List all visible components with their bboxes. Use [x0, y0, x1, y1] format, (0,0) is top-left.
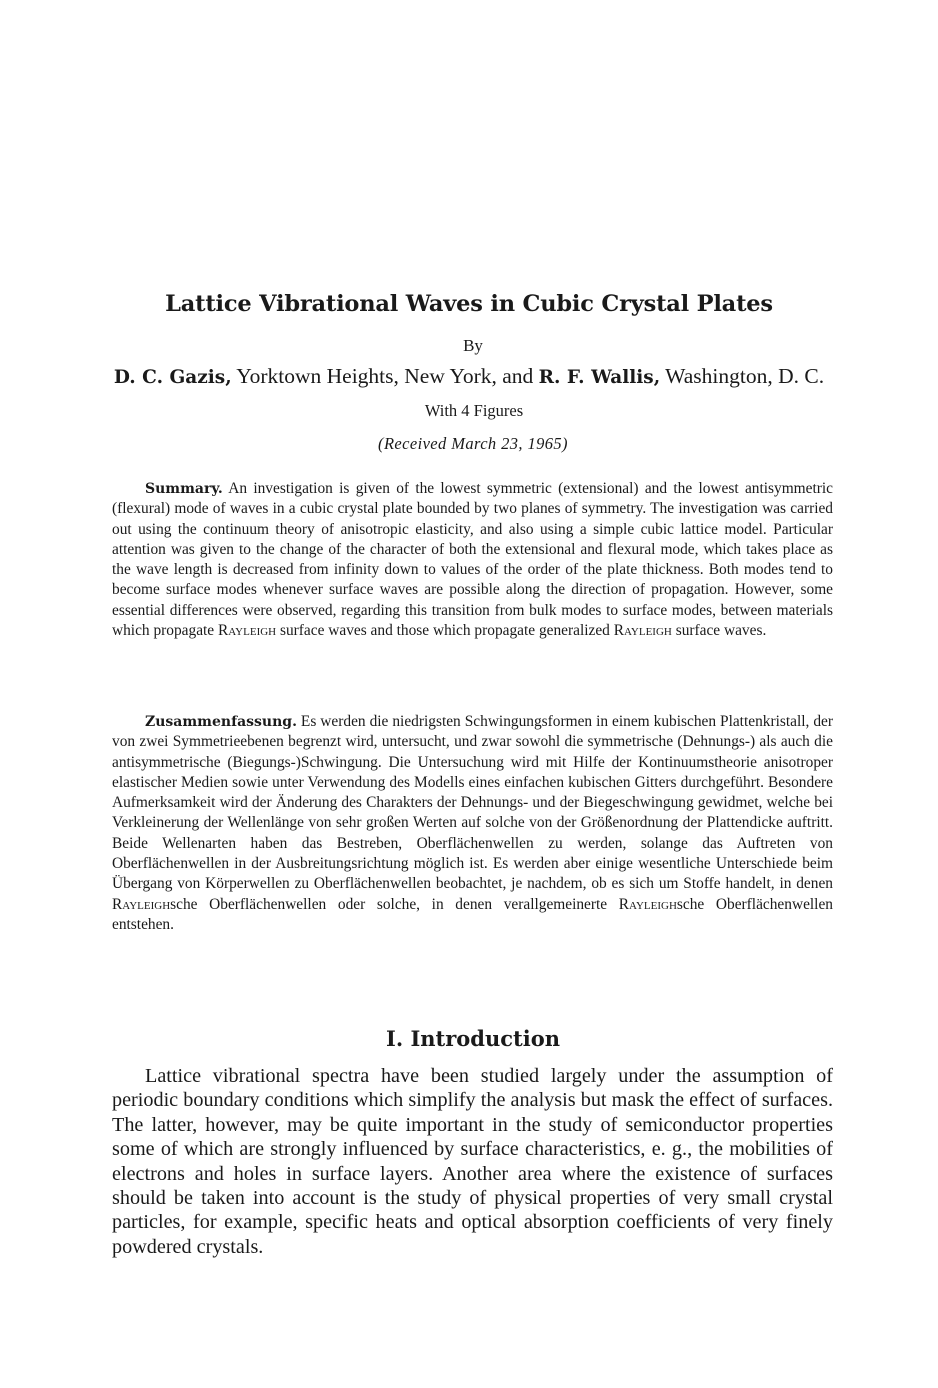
- zusammenfassung-name-2: Rayleigh: [618, 895, 677, 913]
- zusammenfassung-text-1: Es werden die niedrigsten Schwingungsformen in einem kubischen Plattenkristall, der von zwei Symmetrieebenen begrenzt wird, untersucht, und zwar sowohl die symmetrische (Dehnungs-) als auch die antisymmetrische (Biegungs-)Schwingung. Die Untersuchung wird mit Hilfe der Kontinuumstheorie anisotroper elastischer Medien sowie unter Verwendung des Modells eines einfachen kubischen Gitters durchgeführt. Besondere Aufmerksamkeit wird der Änderung des Charakters der Dehnungs- und der Biegeschwingung gewidmet, welche bei Verkleinerung der Wellenlänge von sehr großen Werten auf solche von der Größenordnung der Plattendicke auftritt. Beide Wellenarten haben das Bestreben, Oberflächenwellen zu werden, solange das Auftreten von Oberflächenwellen in der Ausbreitungsrichtung möglich ist. Es werden aber einige wesentliche Unterschiede beim Übergang von Körperwellen zu Oberflächenwellen beobachtet, je nachdem, ob es sich um Stoffe handelt, in denen: [112, 713, 833, 893]
- summary-label: Summary.: [145, 481, 223, 497]
- zusammenfassung-name-1: Rayleigh: [112, 895, 171, 913]
- zusammenfassung-abstract: [112, 712, 833, 935]
- author-2-name: R. F. Wallis,: [538, 367, 661, 388]
- introduction-paragraph: Lattice vibrational spectra have been studied largely under the assumption of periodic boundary conditions which simplify the analysis but mask the effect of surfaces. The latter, however, may be quite important in the study of semiconductor properties some of which are strongly influenced by surface characteristics, e. g., the mobilities of electrons and holes in surface layers. Another area where the existence of surfaces should be taken into account is the study of physical properties of very small crystal particles, for example, specific heats and optical absorption coefficients of very finely powdered crystals.: [112, 1065, 833, 1258]
- author-line: [0, 364, 938, 389]
- summary-name-2: Rayleigh: [613, 622, 672, 640]
- received-date: (Received March 23, 1965): [378, 434, 568, 453]
- author-1-name: D. C. Gazis,: [113, 367, 232, 388]
- summary-name-1: Rayleigh: [217, 622, 277, 640]
- summary-text-3: surface waves.: [671, 622, 767, 640]
- article-title: Lattice Vibrational Waves in Cubic Crystal Plates: [165, 291, 773, 317]
- zusammenfassung-paragraph: [112, 712, 833, 935]
- section-heading-introduction: I. Introduction: [386, 1026, 560, 1051]
- zusammenfassung-label: Zusammenfassung.: [145, 714, 297, 730]
- figures-note: With 4 Figures: [424, 401, 524, 420]
- author-2-location: Washington, D. C.: [660, 364, 825, 388]
- zusammenfassung-text-2: sche Oberflächenwellen oder solche, in denen verallgemeinerte: [170, 895, 619, 913]
- by-line: By: [463, 336, 483, 355]
- summary-text-2: surface waves and those which propagate generalized: [276, 622, 614, 640]
- summary-text-1: An investigation is given of the lowest symmetric (extensional) and the lowest antisymmetric (flexural) mode of waves in a cubic crystal plate bounded by two planes of symmetry. The investigation was carried out using the continuum theory of anisotropic elasticity, and also using a simple cubic lattice model. Particular attention was given to the change of the character of both the extensional and flexural mode, which takes place as the wave length is decreased from infinity down to values of the order of the plate thickness. Both modes tend to become surface modes whenever surface waves are possible along the direction of propagation. However, some essential differences were observed, regarding this transition from bulk modes to surface modes, between materials which propagate: [112, 480, 833, 640]
- summary-paragraph: [112, 479, 833, 641]
- author-1-location: Yorktown Heights, New York, and: [231, 364, 539, 388]
- zusammenfassung-text-3: sche Oberflächenwellen entstehen.: [112, 895, 833, 933]
- summary-abstract: [112, 479, 833, 641]
